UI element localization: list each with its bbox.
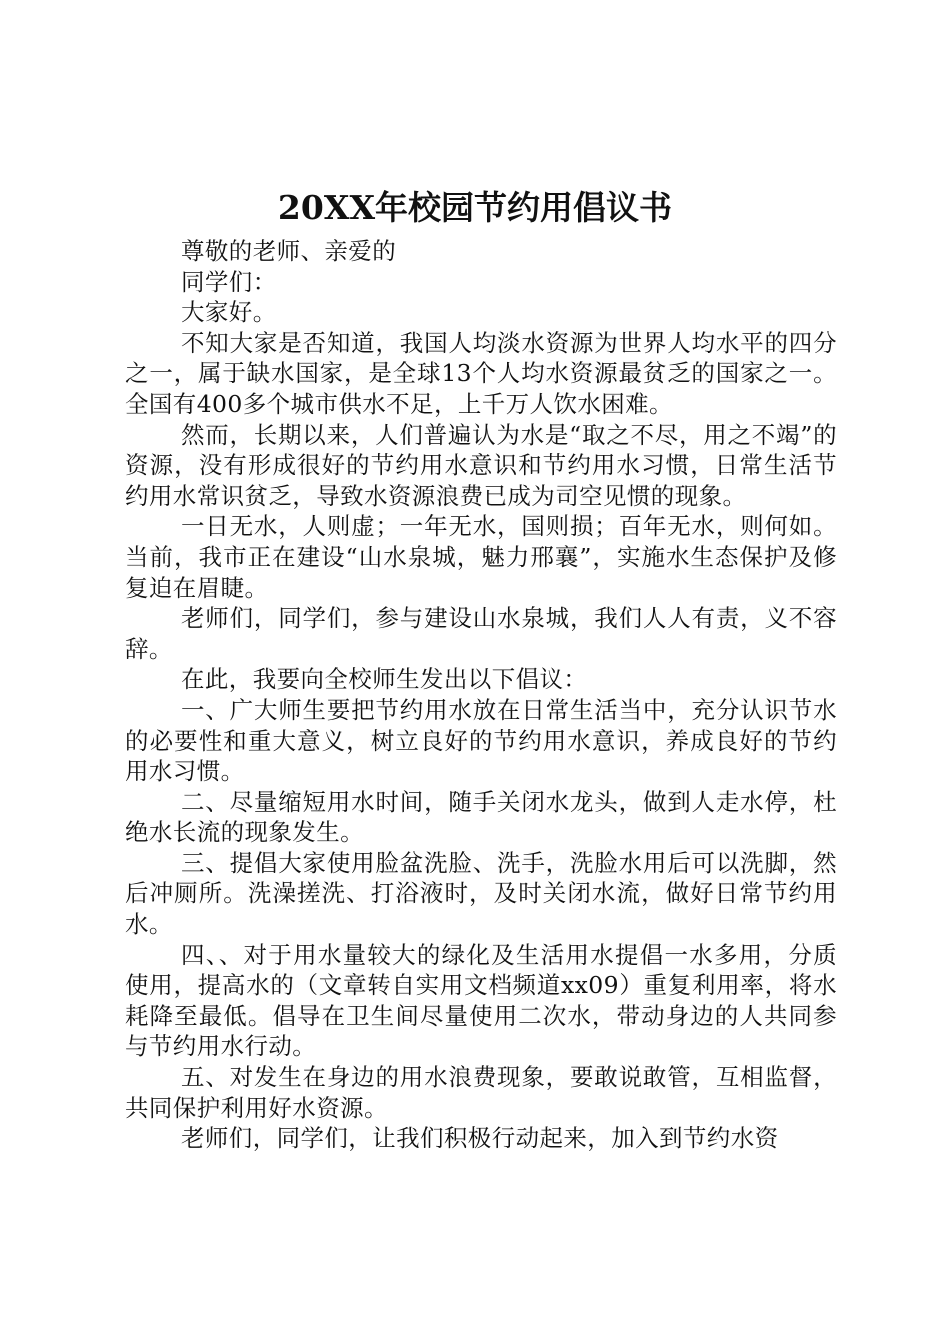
proposal-item-2: 二、尽量缩短用水时间，随手关闭水龙头，做到人走水停，杜绝水长流的现象发生。 [125, 787, 837, 847]
proposal-item-4: 四、、对于用水量较大的绿化及生活用水提倡一水多用，分质使用，提高水的（文章转自实用文档频道xx09）重复利用率，将水耗降至最低。倡导在卫生间尽量使用二次水，带动身边的人共同参与节约用水行动。 [125, 940, 837, 1061]
proposal-item-1: 一、广大师生要把节约用水放在日常生活当中，充分认识节水的必要性和重大意义，树立良好的节约用水意识，养成良好的节约用水习惯。 [125, 695, 837, 786]
paragraph: 然而，长期以来，人们普遍认为水是“取之不尽，用之不竭”的资源，没有形成很好的节约用水意识和节约用水习惯，日常生活节约用水常识贫乏，导致水资源浪费已成为司空见惯的现象。 [125, 420, 837, 510]
paragraph: 不知大家是否知道，我国人均淡水资源为世界人均水平的四分之一，属于缺水国家，是全球13个人均水资源最贫乏的国家之一。全国有400多个城市供水不足，上千万人饮水困难。 [125, 328, 837, 418]
paragraph-salutation-2: 同学们： [181, 267, 277, 296]
paragraph: 一日无水，人则虚；一年无水，国则损；百年无水，则何如。当前，我市正在建设“山水泉城，魅力邢襄”，实施水生态保护及修复迫在眉睫。 [125, 512, 837, 602]
paragraph-closing: 老师们，同学们，让我们积极行动起来，加入到节约水资 [181, 1124, 779, 1153]
document-title: 20XX年校园节约用倡议书 [277, 188, 673, 227]
proposal-item-3: 三、提倡大家使用脸盆洗脸、洗手，洗脸水用后可以洗脚，然后冲厕所。洗澡搓洗、打浴液时，及时关闭水流，做好日常节约用水。 [125, 848, 837, 939]
paragraph: 老师们，同学们，参与建设山水泉城，我们人人有责，义不容辞。 [125, 604, 837, 663]
document-body [125, 236, 837, 1154]
paragraph-greeting: 大家好。 [181, 298, 277, 327]
proposal-item-5: 五、对发生在身边的用水浪费现象，要敢说敢管，互相监督，共同保护利用好水资源。 [125, 1063, 837, 1122]
paragraph-salutation-1: 尊敬的老师、亲爱的 [181, 237, 397, 265]
paragraph: 在此，我要向全校师生发出以下倡议： [181, 665, 588, 694]
